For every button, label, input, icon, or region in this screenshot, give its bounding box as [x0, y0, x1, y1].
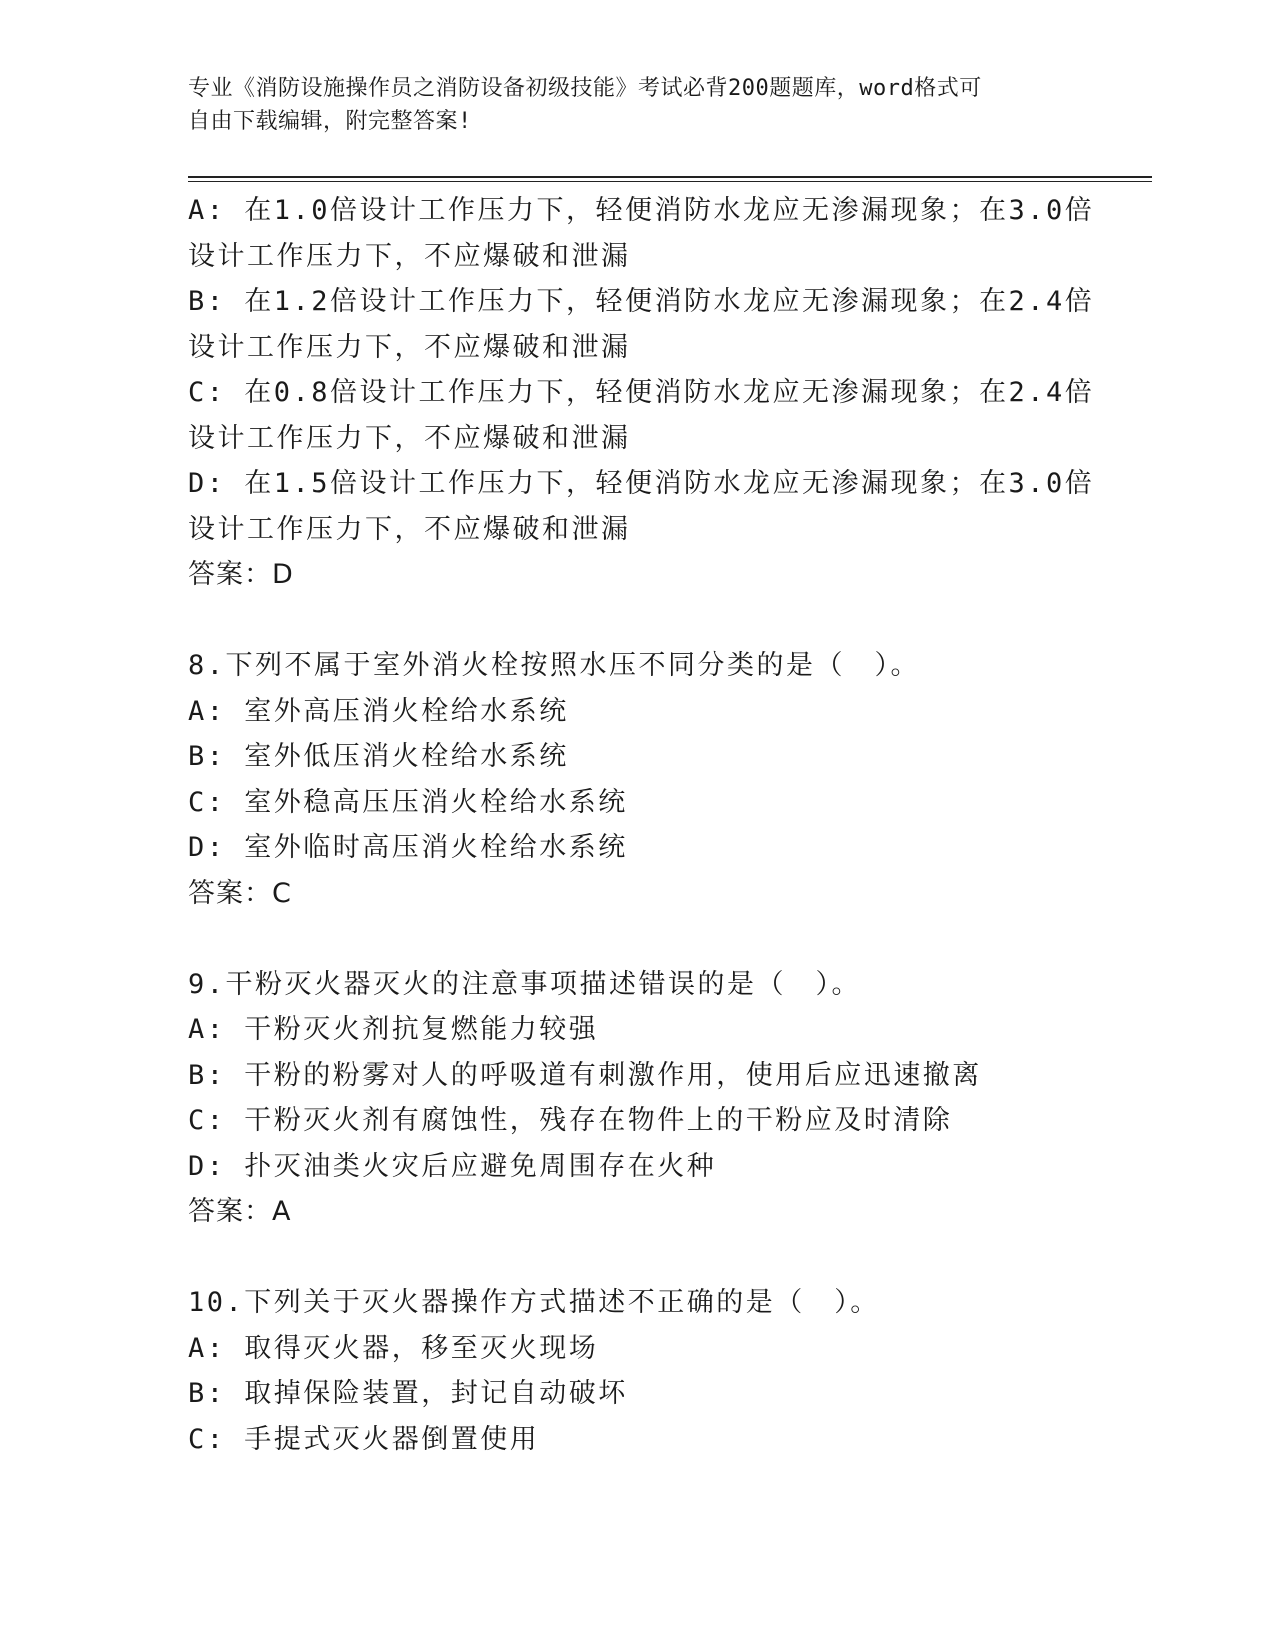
- answer-line: 答案：D: [188, 559, 294, 590]
- option-c-line-2: 设计工作压力下，不应爆破和泄漏: [188, 422, 631, 454]
- option-a: A: 室外高压消火栓给水系统: [188, 695, 569, 727]
- answer-line: 答案：A: [188, 1196, 292, 1227]
- option-d: D: 扑灭油类火灾后应避免周围存在火种: [188, 1150, 717, 1182]
- question-block-7: [188, 188, 1095, 598]
- option-b-line-2: 设计工作压力下，不应爆破和泄漏: [188, 331, 631, 363]
- option-c-line-1: C: 在0.8倍设计工作压力下，轻便消防水龙应无渗漏现象；在2.4倍: [188, 377, 1095, 408]
- question-stem: 9.干粉灭火器灭火的注意事项描述错误的是（ ）。: [188, 968, 862, 1000]
- option-d-line-2: 设计工作压力下，不应爆破和泄漏: [188, 513, 631, 545]
- question-stem: 10.下列关于灭火器操作方式描述不正确的是（ ）。: [188, 1287, 880, 1318]
- option-d-line-1: D: 在1.5倍设计工作压力下，轻便消防水龙应无渗漏现象；在3.0倍: [188, 468, 1095, 499]
- option-d: D: 室外临时高压消火栓给水系统: [188, 832, 628, 863]
- answer-line: 答案：C: [188, 877, 292, 909]
- option-a: A: 取得灭火器，移至灭火现场: [188, 1332, 599, 1364]
- question-stem: 8.下列不属于室外消火栓按照水压不同分类的是（ ）。: [188, 650, 921, 681]
- header-title-line-1: 专业《消防设施操作员之消防设备初级技能》考试必背200题题库，word格式可: [188, 76, 982, 101]
- question-block-10: [188, 1280, 1068, 1462]
- option-a-line-2: 设计工作压力下，不应爆破和泄漏: [188, 240, 631, 272]
- spacer: [188, 598, 1068, 644]
- option-c: C: 室外稳高压压消火栓给水系统: [188, 786, 628, 818]
- option-a-line-1: A: 在1.0倍设计工作压力下，轻便消防水龙应无渗漏现象；在3.0倍: [188, 195, 1095, 226]
- option-c: C: 干粉灭火剂有腐蚀性，残存在物件上的干粉应及时清除: [188, 1105, 953, 1136]
- question-list: [188, 188, 1095, 1462]
- question-block-8: [188, 643, 1068, 916]
- option-b: B: 干粉的粉雾对人的呼吸道有刺激作用，使用后应迅速撤离: [188, 1059, 982, 1091]
- question-block-9: [188, 962, 1068, 1235]
- option-a: A: 干粉灭火剂抗复燃能力较强: [188, 1014, 599, 1045]
- option-b-line-1: B: 在1.2倍设计工作压力下，轻便消防水龙应无渗漏现象；在2.4倍: [188, 286, 1095, 317]
- option-b: B: 室外低压消火栓给水系统: [188, 741, 569, 772]
- document-header: [188, 72, 1068, 138]
- header-divider: [188, 176, 1152, 182]
- option-c: C: 手提式灭火器倒置使用: [188, 1423, 540, 1455]
- spacer: [188, 1235, 1068, 1281]
- header-title-line-2: 自由下载编辑，附完整答案!: [188, 109, 472, 134]
- spacer: [188, 916, 1068, 962]
- option-b: B: 取掉保险装置，封记自动破坏: [188, 1378, 628, 1409]
